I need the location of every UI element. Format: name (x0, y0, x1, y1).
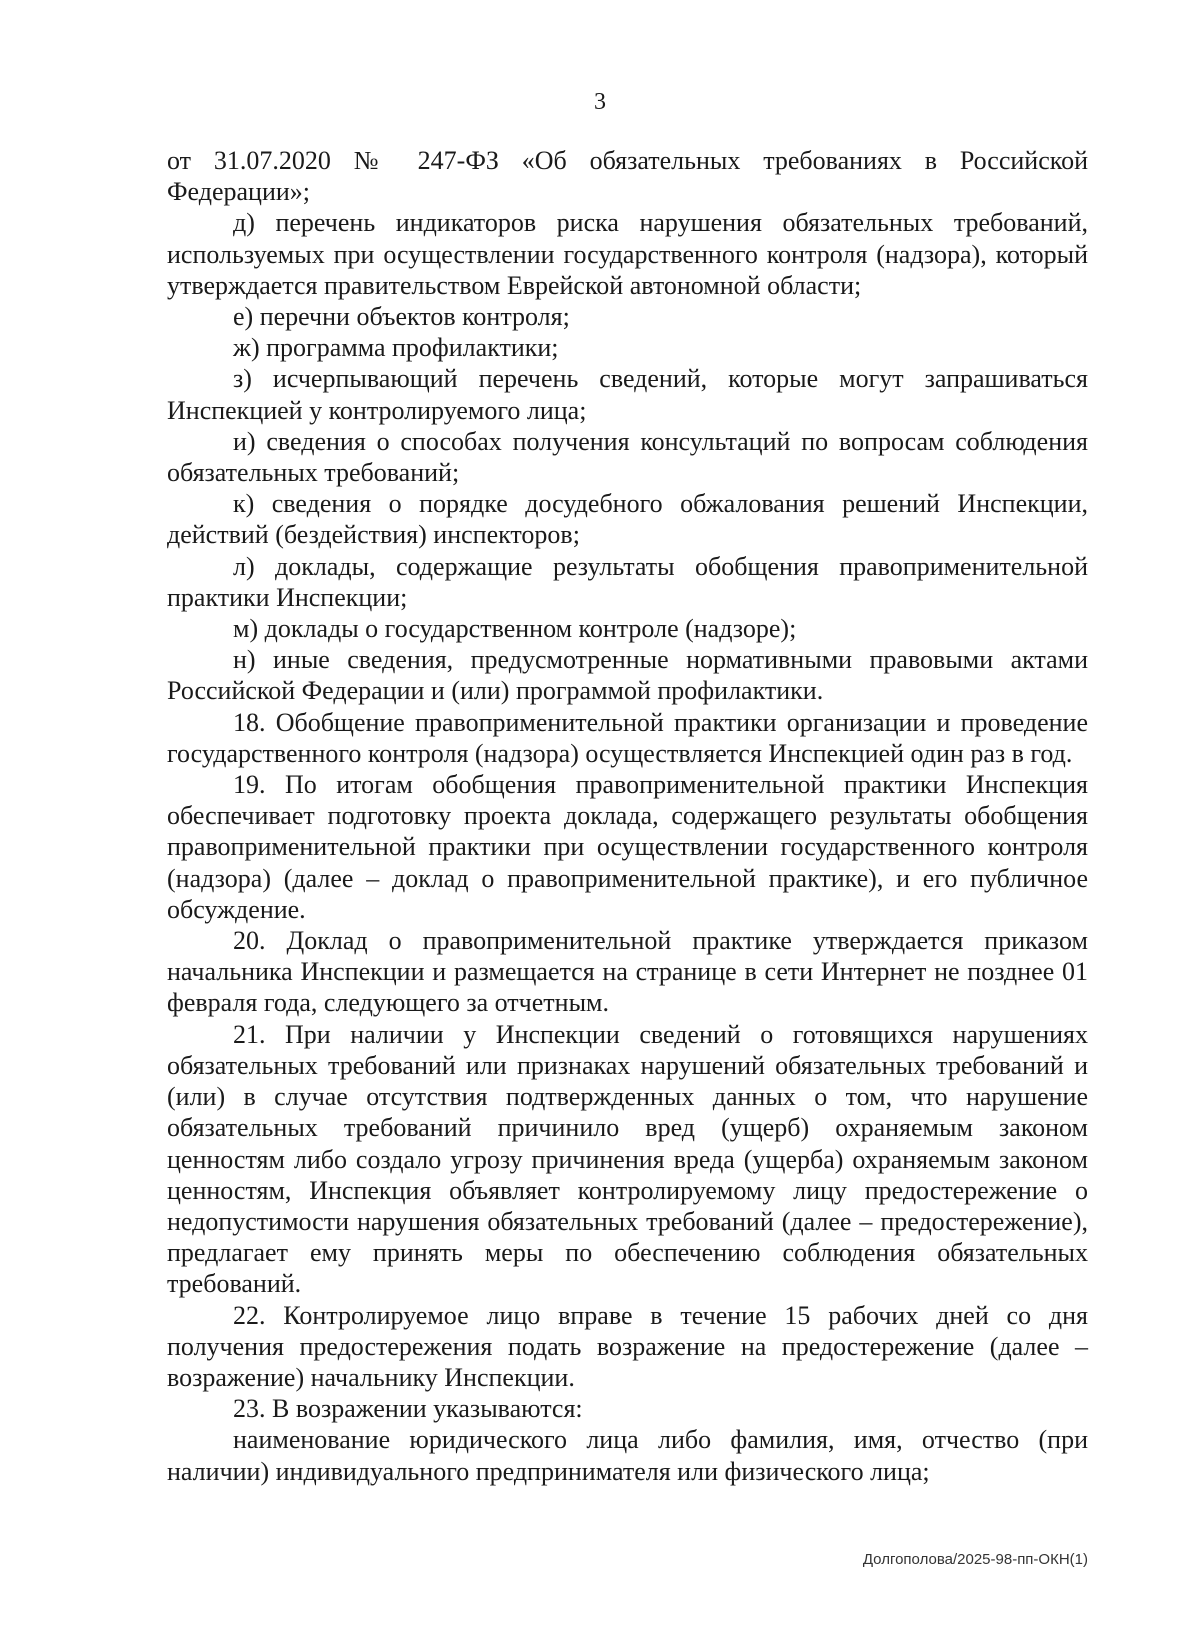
paragraph: 19. По итогам обобщения правоприменительной практики Инспекция обеспечивает подготовку проекта доклада, содержащего результаты обобщения правоприменительной практики при осуществлении государственного контроля (надзора) (далее – доклад о правоприменительной практике), и его публичное обсуждение. (167, 770, 1088, 924)
paragraph: 22. Контролируемое лицо вправе в течение 15 рабочих дней со дня получения предостережения подать возражение на предостережение (далее – возражение) начальнику Инспекции. (167, 1300, 1088, 1392)
document-footer-code: Долгополова/2025-98-пп-ОКН(1) (862, 1551, 1088, 1568)
page-number: 3 (594, 89, 606, 115)
paragraph: и) сведения о способах получения консультаций по вопросам соблюдения обязательных требований; (167, 426, 1088, 488)
paragraph: к) сведения о порядке досудебного обжалования решений Инспекции, действий (бездействия) инспекторов; (167, 489, 1088, 550)
paragraph: е) перечни объектов контроля; (233, 302, 570, 332)
paragraph: наименование юридического лица либо фамилия, имя, отчество (при наличии) индивидуального предпринимателя или физического лица; (167, 1425, 1088, 1486)
document-body (167, 145, 1088, 1487)
paragraph: н) иные сведения, предусмотренные нормативными правовыми актами Российской Федерации и (или) программой профилактики. (167, 645, 1088, 706)
paragraph: д) перечень индикаторов риска нарушения обязательных требований, используемых при осуществлении государственного контроля (надзора), который утверждается правительством Еврейской автономной области; (167, 208, 1088, 300)
paragraph: 18. Обобщение правоприменительной практики организации и проведение государственного контроля (надзора) осуществляется Инспекцией один раз в год. (167, 707, 1088, 768)
paragraph: з) исчерпывающий перечень сведений, которые могут запрашиваться Инспекцией у контролируемого лица; (167, 364, 1088, 425)
paragraph: л) доклады, содержащие результаты обобщения правоприменительной практики Инспекции; (167, 551, 1088, 612)
paragraph: 23. В возражении указываются: (233, 1394, 583, 1424)
paragraph: м) доклады о государственном контроле (надзоре); (233, 614, 797, 644)
paragraph: от 31.07.2020 № 247-ФЗ «Об обязательных требованиях в Российской Федерации»; (167, 146, 1088, 207)
paragraph: 20. Доклад о правоприменительной практике утверждается приказом начальника Инспекции и размещается на странице в сети Интернет не позднее 01 февраля года, следующего за отчетным. (167, 926, 1088, 1018)
paragraph: ж) программа профилактики; (233, 333, 559, 363)
paragraph: 21. При наличии у Инспекции сведений о готовящихся нарушениях обязательных требований или признаках нарушений обязательных требований и (или) в случае отсутствия подтвержденных данных о том, что нарушение обязательных требований причинило вред (ущерб) охраняемым законом ценностям либо создало угрозу причинения вреда (ущерба) охраняемым законом ценностям, Инспекция объявляет контролируемому лицу предостережение о недопустимости нарушения обязательных требований (далее – предостережение), предлагает ему принять меры по обеспечению соблюдения обязательных требований. (167, 1019, 1088, 1299)
